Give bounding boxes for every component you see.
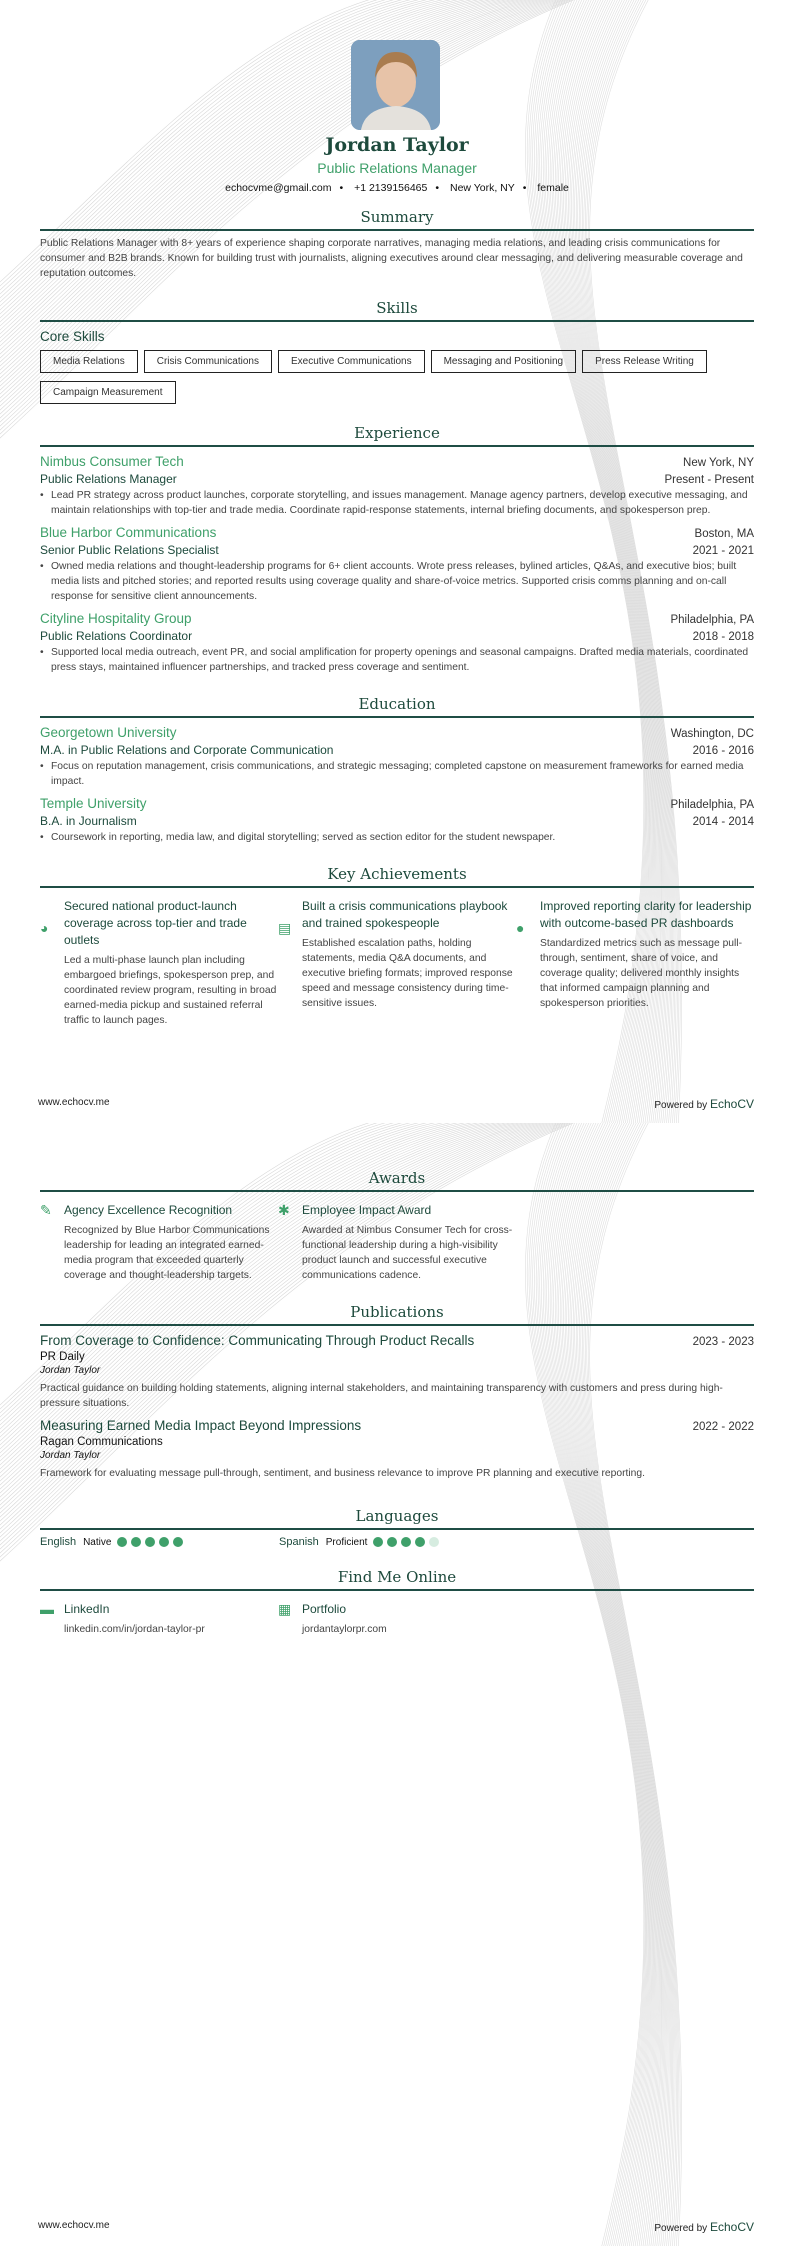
language-item	[279, 1536, 518, 1548]
item-title: Improved reporting clarity for leadership with outcome-based PR dashboards	[540, 899, 752, 930]
publication-dates: 2022 - 2022	[692, 1421, 754, 1433]
section-heading: Publications	[40, 1303, 754, 1326]
language-name: Spanish	[279, 1536, 319, 1548]
item-title: Employee Impact Award	[302, 1203, 432, 1217]
experience-entry	[40, 447, 754, 518]
item-description: Standardized metrics such as message pull-through, sentiment, share of voice, and coverage quality; delivered monthly insights that informed campaign planning and spokesperson priorities.	[540, 938, 743, 1009]
publication-entry	[40, 1326, 754, 1411]
entry-header	[40, 604, 754, 626]
language-name: English	[40, 1536, 77, 1548]
skill-chip: Press Release Writing	[582, 350, 707, 373]
skill-chip: Messaging and Positioning	[431, 350, 577, 373]
entry-role: B.A. in Journalism	[40, 814, 137, 828]
bullet-list	[40, 488, 754, 518]
achievements-item	[40, 898, 278, 1028]
organization: Georgetown University	[40, 725, 177, 740]
bullet-list	[40, 645, 754, 675]
publications-section	[40, 1303, 754, 1481]
entry-dates: 2016 - 2016	[692, 745, 754, 757]
section-heading: Find Me Online	[40, 1568, 754, 1591]
section-heading: Education	[40, 695, 754, 718]
muted-bell-icon: ✎	[40, 1202, 52, 1218]
contact-line: echocvme@gmail.com • +1 2139156465 • New York, NY • female	[225, 182, 569, 194]
page-footer	[38, 2220, 754, 2234]
entry-subheader	[40, 740, 754, 757]
item-title: Secured national product-launch coverage across top-tier and trade outlets	[64, 899, 247, 947]
candidate-name: Jordan Taylor	[325, 134, 469, 156]
rating-dot	[145, 1537, 155, 1547]
bullet-item: • Lead PR strategy across product launches, corporate storytelling, and issues management. Manage agency partners, develop executive messaging, and maintain relationships with top-tier and trade media. Coordinate rapid-response statements, internal briefing documents, and spokesperson prep.	[40, 488, 754, 518]
summary-text: Public Relations Manager with 8+ years of experience shaping corporate narratives, managing media relations, and leading crisis communications for consumer and B2B brands. Known for building trust with journalists, aligning executives around clear messaging, and delivering measurable coverage and reputation outcomes.	[40, 238, 743, 279]
skills-section	[40, 299, 754, 404]
footer-site-link[interactable]: www.echocv.me	[38, 2220, 110, 2231]
publication-dates: 2023 - 2023	[692, 1336, 754, 1348]
speech-bubble-icon: ●	[516, 920, 525, 936]
achievements-section	[40, 865, 754, 1028]
section-heading: Awards	[40, 1169, 754, 1192]
page-footer	[38, 1097, 754, 1111]
online-section	[40, 1568, 754, 1637]
resume-page-2	[0, 1123, 794, 2246]
entry-role: Public Relations Coordinator	[40, 629, 193, 643]
entry-dates: Present - Present	[664, 474, 754, 486]
item-description[interactable]: linkedin.com/in/jordan-taylor-pr	[64, 1624, 205, 1635]
publisher: Ragan Communications	[40, 1436, 163, 1448]
candidate-title: Public Relations Manager	[317, 160, 477, 176]
item-body	[64, 898, 278, 1028]
publication-title: From Coverage to Confidence: Communicating Through Product Recalls	[40, 1333, 475, 1348]
rating-dot	[429, 1537, 439, 1547]
education-entry	[40, 789, 754, 845]
education-section	[40, 695, 754, 845]
entry-location: Washington, DC	[670, 728, 754, 740]
item-title[interactable]: Portfolio	[302, 1602, 347, 1616]
rating-dot	[387, 1537, 397, 1547]
publication-title: Measuring Earned Media Impact Beyond Impressions	[40, 1418, 362, 1433]
calendar-icon: ▦	[278, 1601, 292, 1617]
item-body	[302, 1202, 516, 1283]
card-icon: ▬	[40, 1601, 54, 1617]
rating-dot	[117, 1537, 127, 1547]
language-level: Native	[83, 1536, 112, 1548]
entry-location: Philadelphia, PA	[670, 614, 754, 626]
skill-chip: Crisis Communications	[144, 350, 272, 373]
rating-dot	[173, 1537, 183, 1547]
online-item	[278, 1601, 516, 1637]
education-entry	[40, 718, 754, 789]
entry-dates: 2021 - 2021	[692, 545, 754, 557]
skill-chip: Campaign Measurement	[40, 381, 176, 404]
experience-section	[40, 424, 754, 675]
brand-name[interactable]: EchoCV	[709, 2220, 754, 2234]
entry-header	[40, 718, 754, 740]
item-body	[302, 898, 516, 1028]
item-title: Agency Excellence Recognition	[64, 1203, 233, 1217]
section-heading: Skills	[40, 299, 754, 322]
item-description[interactable]: jordantaylorpr.com	[302, 1624, 387, 1635]
item-description: Recognized by Blue Harbor Communications leadership for leading an integrated earned-media program that exceeded quarterly coverage and thought-leadership targets.	[64, 1225, 270, 1281]
entry-header	[40, 518, 754, 540]
publication-author: Jordan Taylor	[40, 1450, 101, 1461]
bullet-item: • Focus on reputation management, crisis communications, and strategic messaging; completed capstone on measurement frameworks for earned media impact.	[40, 759, 754, 789]
publication-description: Framework for evaluating message pull-through, sentiment, and business relevance to improve PR planning and executive reporting.	[40, 1468, 645, 1479]
organization: Nimbus Consumer Tech	[40, 454, 184, 469]
experience-entry	[40, 518, 754, 604]
document-chart-icon: ▤	[278, 920, 292, 936]
email[interactable]: echocvme@gmail.com	[225, 182, 332, 194]
online-item	[40, 1601, 278, 1637]
pie-chart-icon: ◕	[40, 920, 49, 936]
bullet-item: • Owned media relations and thought-leadership programs for 6+ client accounts. Wrote press releases, bylined articles, Q&As, and executive bios; built media lists and pitched stories; and reported results using coverage quality and share-of-voice metrics. Supported crisis comms planning and on-call response for sensitive client announcements.	[40, 559, 754, 604]
bug-icon: ✱	[278, 1202, 290, 1218]
bullet-list	[40, 830, 754, 845]
summary-section	[40, 208, 754, 281]
entry-role: Public Relations Manager	[40, 472, 177, 486]
achievements-item	[278, 898, 516, 1028]
awards-section	[40, 1169, 754, 1283]
entry-subheader	[40, 626, 754, 643]
entry-subheader	[40, 469, 754, 486]
brand-name[interactable]: EchoCV	[709, 1097, 754, 1111]
location: New York, NY	[449, 182, 515, 194]
gender: female	[537, 182, 569, 194]
entry-role: Senior Public Relations Specialist	[40, 543, 219, 557]
item-description: Awarded at Nimbus Consumer Tech for cross-functional leadership during a high-visibility product launch and successful executive communications cadence.	[302, 1225, 513, 1281]
rating-dot	[373, 1537, 383, 1547]
language-item	[40, 1536, 279, 1548]
section-heading: Experience	[40, 424, 754, 447]
entry-subheader	[40, 811, 754, 828]
item-body	[64, 1601, 205, 1637]
skill-group-title: Core Skills	[40, 329, 105, 344]
language-level: Proficient	[325, 1536, 368, 1548]
section-heading: Key Achievements	[40, 865, 754, 888]
item-body	[302, 1601, 387, 1637]
bullet-list	[40, 759, 754, 789]
entry-dates: 2018 - 2018	[692, 631, 754, 643]
rating-dot	[131, 1537, 141, 1547]
powered-by-label: Powered by	[654, 1100, 708, 1111]
section-heading: Summary	[40, 208, 754, 231]
skill-chip: Media Relations	[40, 350, 138, 373]
awards-item	[278, 1202, 516, 1283]
publication-author: Jordan Taylor	[40, 1365, 101, 1376]
entry-location: Philadelphia, PA	[670, 799, 754, 811]
entry-location: Boston, MA	[694, 528, 754, 540]
publication-description: Practical guidance on building holding statements, aligning internal stakeholders, and maintaining transparency with customers and press during high-pressure situations.	[40, 1383, 723, 1409]
publication-header	[40, 1411, 754, 1433]
skill-chip: Executive Communications	[278, 350, 425, 373]
footer-site-link[interactable]: www.echocv.me	[38, 1097, 110, 1108]
organization: Cityline Hospitality Group	[40, 611, 192, 626]
entry-header	[40, 447, 754, 469]
organization: Temple University	[40, 796, 147, 811]
language-rating	[373, 1537, 443, 1547]
publication-header	[40, 1326, 754, 1348]
awards-item	[40, 1202, 278, 1283]
item-body	[540, 898, 754, 1028]
rating-dot	[401, 1537, 411, 1547]
bullet-item: • Coursework in reporting, media law, and digital storytelling; served as section editor for the student newspaper.	[40, 830, 754, 845]
bullet-item: • Supported local media outreach, event PR, and social amplification for property openings and seasonal campaigns. Drafted media materials, coordinated press stays, maintained influencer partnerships, and tracked press coverage and sentiment.	[40, 645, 754, 675]
section-heading: Languages	[40, 1507, 754, 1530]
publisher: PR Daily	[40, 1351, 85, 1363]
item-description: Established escalation paths, holding statements, media Q&A documents, and executive briefing formats; improved response speed and message consistency during time-sensitive issues.	[302, 938, 513, 1009]
languages-section	[40, 1507, 754, 1548]
achievements-item	[516, 898, 754, 1028]
entry-role: M.A. in Public Relations and Corporate Communication	[40, 743, 334, 757]
powered-by-label: Powered by	[654, 2223, 708, 2234]
bullet-list	[40, 559, 754, 604]
item-title[interactable]: LinkedIn	[64, 1602, 110, 1616]
item-description: Led a multi-phase launch plan including embargoed briefings, spokesperson prep, and coordinated review program, resulting in broad earned-media pickup and sustained referral traffic to launch pages.	[64, 955, 277, 1026]
entry-subheader	[40, 540, 754, 557]
experience-entry	[40, 604, 754, 675]
item-title: Built a crisis communications playbook and trained spokespeople	[302, 899, 508, 930]
entry-header	[40, 789, 754, 811]
publication-entry	[40, 1411, 754, 1481]
phone[interactable]: +1 2139156465	[354, 182, 428, 194]
organization: Blue Harbor Communications	[40, 525, 217, 540]
rating-dot	[159, 1537, 169, 1547]
item-body	[64, 1202, 278, 1283]
entry-location: New York, NY	[683, 457, 754, 469]
entry-dates: 2014 - 2014	[692, 816, 754, 828]
rating-dot	[415, 1537, 425, 1547]
language-rating	[117, 1537, 187, 1547]
